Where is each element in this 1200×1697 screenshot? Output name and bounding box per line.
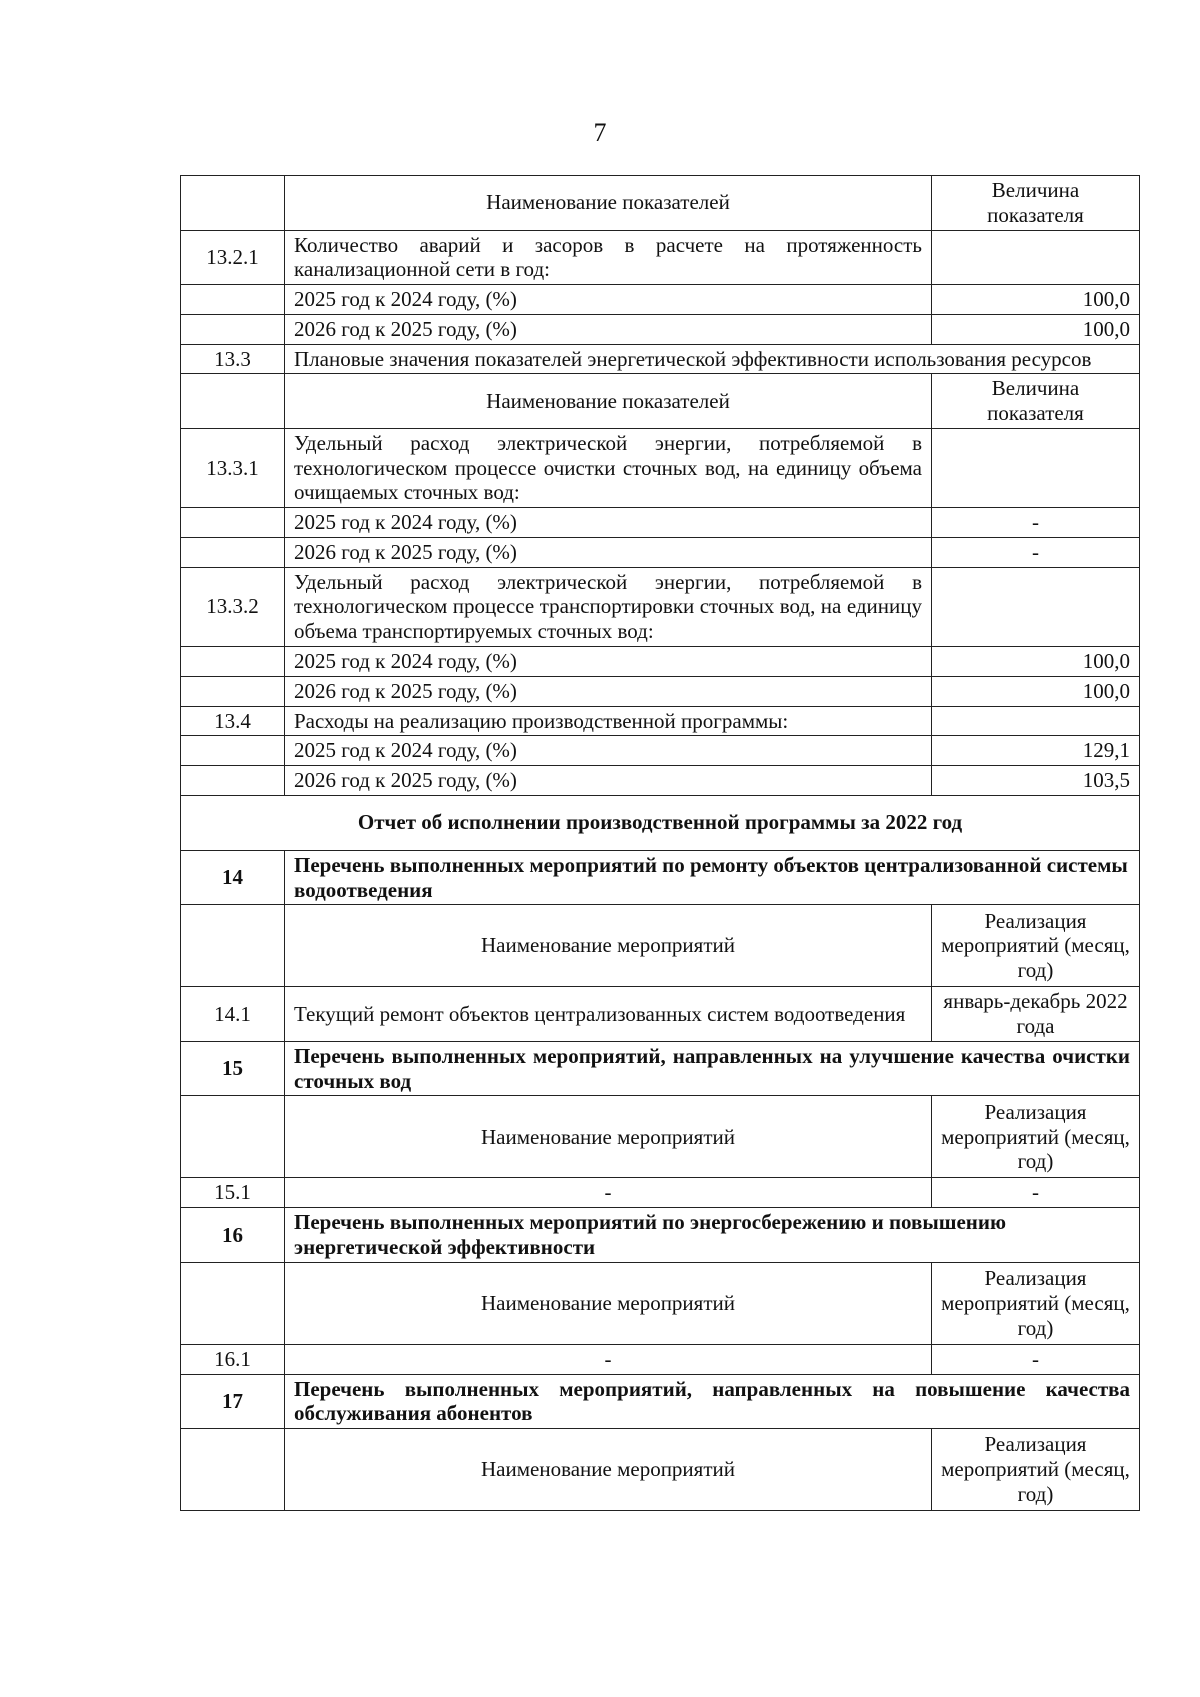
row-number: 15.1 xyxy=(181,1178,285,1208)
row-text: Удельный расход электрической энергии, потребляемой в технологическом процессе транспортировки сточных вод, на единицу объема транспортируемых сточных вод: xyxy=(285,567,932,646)
header-event-name: Наименование мероприятий xyxy=(285,1429,932,1511)
header-event-value: Реализация мероприятий (месяц, год) xyxy=(932,1262,1140,1344)
table-row xyxy=(181,537,1140,567)
row-number: 13.3.2 xyxy=(181,567,285,646)
table-row xyxy=(181,285,1140,315)
table-row xyxy=(181,676,1140,706)
table-row xyxy=(181,647,1140,677)
indicators-table xyxy=(180,175,1140,1511)
header-event-value: Реализация мероприятий (месяц, год) xyxy=(932,1429,1140,1511)
table-row xyxy=(181,314,1140,344)
header-event-name: Наименование мероприятий xyxy=(285,1262,932,1344)
row-text: 2026 год к 2025 году, (%) xyxy=(285,537,932,567)
row-text: Удельный расход электрической энергии, потребляемой в технологическом процессе очистки сточных вод, на единицу объема очищаемых сточных вод: xyxy=(285,428,932,507)
report-title: Отчет об исполнении производственной программы за 2022 год xyxy=(181,795,1140,850)
table-row xyxy=(181,508,1140,538)
row-text: 2025 год к 2024 году, (%) xyxy=(285,647,932,677)
row-value: - xyxy=(932,1178,1140,1208)
row-value: - xyxy=(932,1344,1140,1374)
section-title: Перечень выполненных мероприятий по ремонту объектов централизованной системы водоотведения xyxy=(285,850,1140,905)
row-number: 13.4 xyxy=(181,706,285,736)
table-header-row xyxy=(181,176,1140,231)
row-value: 100,0 xyxy=(932,676,1140,706)
row-value: - xyxy=(932,508,1140,538)
row-value: - xyxy=(932,537,1140,567)
table-header-row xyxy=(181,905,1140,987)
row-value: 100,0 xyxy=(932,647,1140,677)
table-row xyxy=(181,567,1140,646)
row-number: 14.1 xyxy=(181,987,285,1042)
table-header-row xyxy=(181,374,1140,429)
table-row xyxy=(181,344,1140,374)
section-title: Перечень выполненных мероприятий по энергосбережению и повышению энергетической эффективности xyxy=(285,1208,1140,1263)
table-row xyxy=(181,1178,1140,1208)
row-number: 13.2.1 xyxy=(181,230,285,285)
section-row xyxy=(181,1041,1140,1096)
row-value: январь-декабрь 2022 года xyxy=(932,987,1140,1042)
table-header-row xyxy=(181,1096,1140,1178)
row-text: Плановые значения показателей энергетической эффективности использования ресурсов xyxy=(285,344,1140,374)
row-text: 2025 год к 2024 году, (%) xyxy=(285,508,932,538)
row-number: 16.1 xyxy=(181,1344,285,1374)
header-num-cell xyxy=(181,176,285,231)
table-row xyxy=(181,736,1140,766)
header-event-value: Реализация мероприятий (месяц, год) xyxy=(932,1096,1140,1178)
section-row xyxy=(181,850,1140,905)
row-text: 2026 год к 2025 году, (%) xyxy=(285,766,932,796)
section-number: 16 xyxy=(181,1208,285,1263)
table-header-row xyxy=(181,1262,1140,1344)
header-name-cell: Наименование показателей xyxy=(285,176,932,231)
table-row xyxy=(181,766,1140,796)
row-text: 2025 год к 2024 году, (%) xyxy=(285,285,932,315)
row-text: 2026 год к 2025 году, (%) xyxy=(285,676,932,706)
section-number: 15 xyxy=(181,1041,285,1096)
section-number: 17 xyxy=(181,1374,285,1429)
section-row xyxy=(181,1208,1140,1263)
table-row xyxy=(181,706,1140,736)
section-number: 14 xyxy=(181,850,285,905)
header-value-cell: Величина показателя xyxy=(932,374,1140,429)
row-value: 100,0 xyxy=(932,314,1140,344)
row-number: 13.3 xyxy=(181,344,285,374)
table-row xyxy=(181,987,1140,1042)
page-number: 7 xyxy=(593,118,607,147)
section-title: Перечень выполненных мероприятий, направленных на улучшение качества очистки сточных вод xyxy=(285,1041,1140,1096)
row-text: Количество аварий и засоров в расчете на протяженность канализационной сети в год: xyxy=(285,230,932,285)
header-event-name: Наименование мероприятий xyxy=(285,1096,932,1178)
row-value xyxy=(932,230,1140,285)
header-value-cell: Величина показателя xyxy=(932,176,1140,231)
row-number: 13.3.1 xyxy=(181,428,285,507)
row-text: 2026 год к 2025 году, (%) xyxy=(285,314,932,344)
row-text: - xyxy=(285,1178,932,1208)
row-value: 129,1 xyxy=(932,736,1140,766)
row-text: Расходы на реализацию производственной программы: xyxy=(285,706,932,736)
section-row xyxy=(181,1374,1140,1429)
table-header-row xyxy=(181,1429,1140,1511)
section-title: Перечень выполненных мероприятий, направленных на повышение качества обслуживания абонентов xyxy=(285,1374,1140,1429)
table-row xyxy=(181,1344,1140,1374)
row-value: 103,5 xyxy=(932,766,1140,796)
row-text: Текущий ремонт объектов централизованных систем водоотведения xyxy=(285,987,932,1042)
header-event-value: Реализация мероприятий (месяц, год) xyxy=(932,905,1140,987)
table-row xyxy=(181,428,1140,507)
table-row xyxy=(181,230,1140,285)
header-event-name: Наименование мероприятий xyxy=(285,905,932,987)
row-text: - xyxy=(285,1344,932,1374)
row-text: 2025 год к 2024 году, (%) xyxy=(285,736,932,766)
header-name-cell: Наименование показателей xyxy=(285,374,932,429)
report-title-row xyxy=(181,795,1140,850)
row-value: 100,0 xyxy=(932,285,1140,315)
